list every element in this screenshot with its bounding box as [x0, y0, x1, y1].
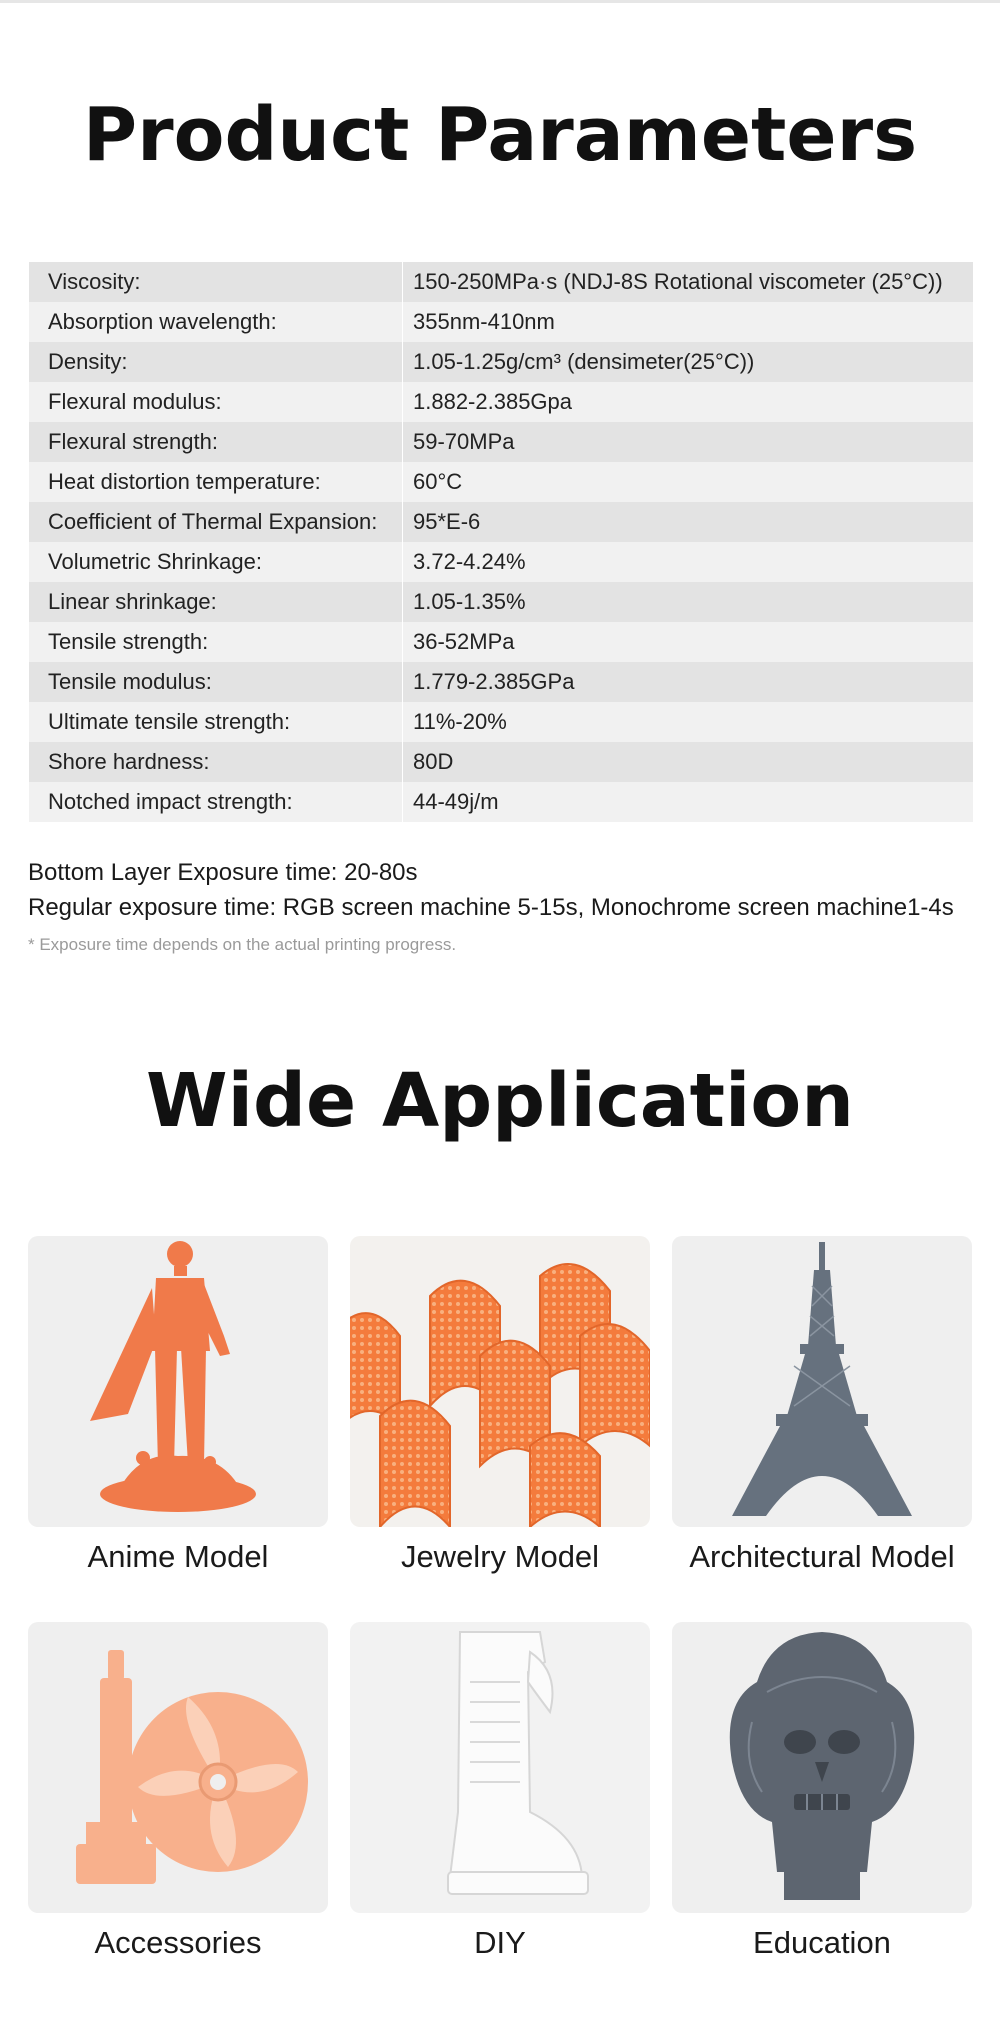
parameter-label: Linear shrinkage: [48, 589, 217, 614]
parameter-label: Heat distortion temperature: [48, 469, 321, 494]
parameter-row [29, 502, 973, 542]
application-label: Architectural Model [689, 1539, 955, 1574]
anime-figure-image [28, 1236, 328, 1527]
application-card-jewelry [350, 1236, 650, 1575]
parameter-row [29, 582, 973, 622]
parameter-value: 150-250MPa·s (NDJ-8S Rotational viscometer (25°C)) [413, 269, 943, 294]
exposure-notes [28, 855, 988, 955]
parameter-value: 1.882-2.385Gpa [413, 389, 573, 414]
eiffel-tower-image [672, 1236, 972, 1527]
parameter-value: 80D [413, 749, 454, 774]
application-label: Accessories [94, 1925, 262, 1960]
regular-exposure: Regular exposure time: RGB screen machine 5-15s, Monochrome screen machine1-4s [28, 894, 954, 921]
application-label: DIY [474, 1925, 526, 1960]
top-divider [0, 0, 1000, 3]
parameter-label: Viscosity: [48, 269, 141, 294]
parameter-label: Absorption wavelength: [48, 309, 277, 334]
product-parameters-title: Product Parameters [82, 92, 918, 178]
parameter-row [29, 302, 973, 342]
parameter-label: Volumetric Shrinkage: [48, 549, 262, 574]
application-card-education [672, 1622, 972, 1961]
exposure-footnote: * Exposure time depends on the actual printing progress. [28, 935, 457, 954]
jewelry-rings-image [350, 1236, 650, 1527]
application-label: Jewelry Model [400, 1539, 600, 1574]
parameter-label: Shore hardness: [48, 749, 210, 774]
parameter-value: 44-49j/m [413, 789, 499, 814]
parameter-row [29, 542, 973, 582]
skull-bust-image [672, 1622, 972, 1913]
application-card-diy [350, 1622, 650, 1961]
bottom-layer-exposure: Bottom Layer Exposure time: 20-80s [28, 859, 418, 886]
application-label: Anime Model [87, 1539, 269, 1574]
parameter-row [29, 262, 973, 302]
parameter-label: Ultimate tensile strength: [48, 709, 291, 734]
wide-application-title: Wide Application [146, 1058, 854, 1144]
parameter-label: Coefficient of Thermal Expansion: [48, 509, 378, 534]
parameter-value: 95*E-6 [413, 509, 481, 534]
parameter-row [29, 382, 973, 422]
parameter-value: 1.05-1.35% [413, 589, 526, 614]
parameter-label: Notched impact strength: [48, 789, 293, 814]
parameter-row [29, 342, 973, 382]
parameter-row [29, 782, 973, 822]
parameter-value: 36-52MPa [413, 629, 515, 654]
application-card-anime [28, 1236, 328, 1575]
parameter-row [29, 622, 973, 662]
parameter-label: Tensile modulus: [48, 669, 212, 694]
parameter-label: Density: [48, 349, 128, 374]
application-card-architectural [672, 1236, 972, 1575]
parameter-value: 1.05-1.25g/cm³ (densimeter(25°C)) [413, 349, 755, 374]
parameter-label: Flexural strength: [48, 429, 218, 454]
parameter-value: 59-70MPa [413, 429, 515, 454]
parameter-value: 11%-20% [413, 709, 507, 734]
parameter-label: Tensile strength: [48, 629, 209, 654]
impeller-part-image [28, 1622, 328, 1913]
parameter-row [29, 462, 973, 502]
parameters-table [29, 262, 973, 822]
boot-model-image [350, 1622, 650, 1913]
parameter-row [29, 422, 973, 462]
parameter-label: Flexural modulus: [48, 389, 222, 414]
parameter-value: 1.779-2.385GPa [413, 669, 575, 694]
parameter-row [29, 742, 973, 782]
parameter-row [29, 702, 973, 742]
parameter-row [29, 662, 973, 702]
parameter-value: 60°C [413, 469, 463, 494]
parameter-value: 355nm-410nm [413, 309, 555, 334]
application-card-accessories [28, 1622, 328, 1961]
application-label: Education [753, 1925, 891, 1960]
parameter-value: 3.72-4.24% [413, 549, 526, 574]
